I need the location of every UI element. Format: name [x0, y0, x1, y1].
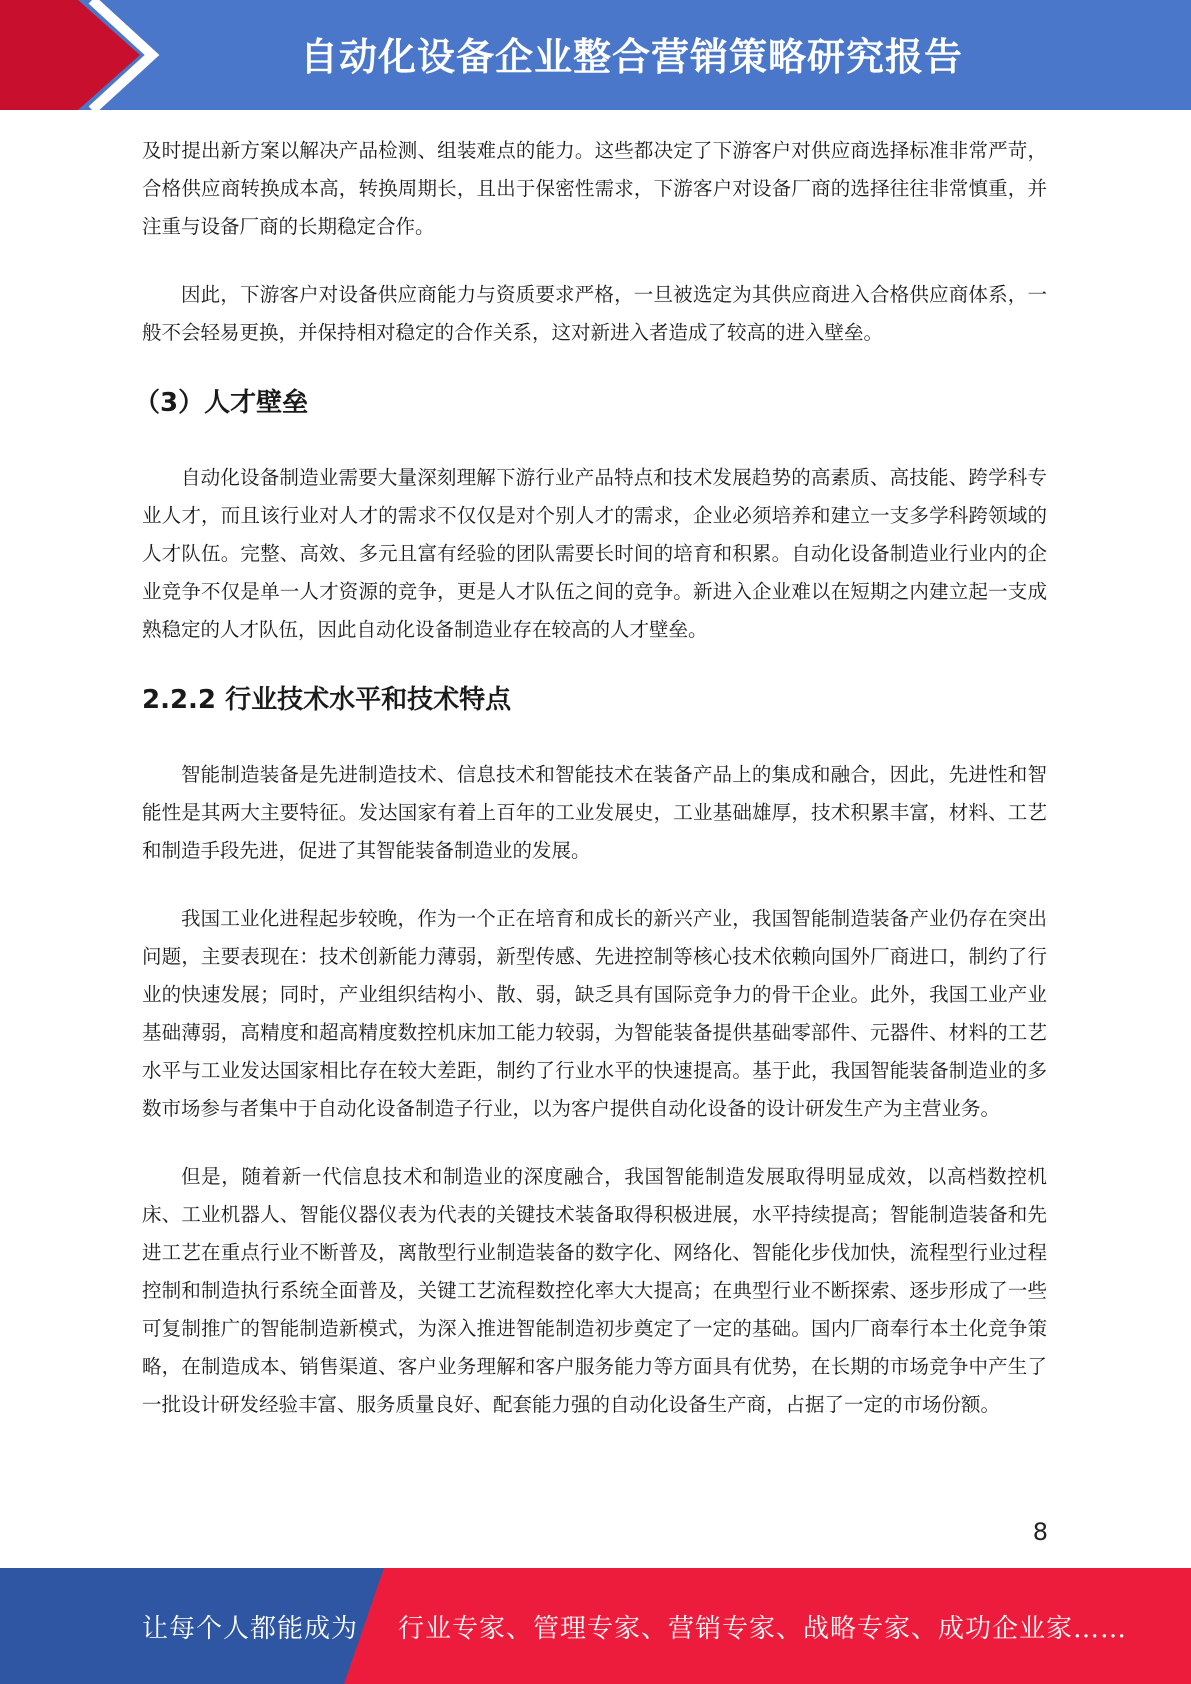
subheading-talent-barrier: （3）人才壁垒	[134, 388, 309, 418]
footer-slogan-left: 让每个人都能成为	[142, 1614, 359, 1644]
paragraph-6: 但是，随着新一代信息技术和制造业的深度融合，我国智能制造发展取得明显成效，以高档数控机床、工业机器人、智能仪器仪表为代表的关键技术装备取得积极进展，水平持续提高；智能制造装备和先进工艺在重点行业不断普及，离散型行业制造装备的数字化、网络化、智能化步伐加快，流程型行业过程控制和制造执行系统全面普及，关键工艺流程数控化率大大提高；在典型行业不断探索、逐步形成了一些可复制推广的智能制造新模式，为深入推进智能制造初步奠定了一定的基础。国内厂商奉行本土化竞争策略，在制造成本、销售渠道、客户业务理解和客户服务能力等方面具有优势，在长期的市场竞争中产生了一批设计研发经验丰富、服务质量良好、配套能力强的自动化设备生产商，占据了一定的市场份额。	[142, 1165, 1047, 1416]
page-footer	[0, 1568, 1191, 1684]
document-title: 自动化设备企业整合营销策略研究报告	[300, 35, 964, 79]
paragraph-2: 因此，下游客户对设备供应商能力与资质要求严格，一旦被选定为其供应商进入合格供应商体系，一般不会轻易更换，并保持相对稳定的合作关系，这对新进入者造成了较高的进入壁垒。	[142, 283, 1047, 344]
paragraph-4: 智能制造装备是先进制造技术、信息技术和智能技术在装备产品上的集成和融合，因此，先进性和智能性是其两大主要特征。发达国家有着上百年的工业发展史，工业基础雄厚，技术积累丰富，材料、工艺和制造手段先进，促进了其智能装备制造业的发展。	[142, 763, 1047, 862]
document-body	[134, 132, 1047, 1454]
section-heading-2-2-2: 2.2.2 行业技术水平和技术特点	[142, 685, 512, 715]
paragraph-1: 及时提出新方案以解决产品检测、组装难点的能力。这些都决定了下游客户对供应商选择标准非常严苛，合格供应商转换成本高，转换周期长，且出于保密性需求，下游客户对设备厂商的选择往往非常慎重，并注重与设备厂商的长期稳定合作。	[142, 139, 1047, 238]
footer-slogan-right: 行业专家、管理专家、营销专家、战略专家、成功企业家……	[398, 1614, 1128, 1644]
paragraph-5: 我国工业化进程起步较晚，作为一个正在培育和成长的新兴产业，我国智能制造装备产业仍存在突出问题，主要表现在：技术创新能力薄弱，新型传感、先进控制等核心技术依赖向国外厂商进口，制约了行业的快速发展；同时，产业组织结构小、散、弱，缺乏具有国际竞争力的骨干企业。此外，我国工业产业基础薄弱，高精度和超高精度数控机床加工能力较弱，为智能装备提供基础零部件、元器件、材料的工艺水平与工业发达国家相比存在较大差距，制约了行业水平的快速提高。基于此，我国智能装备制造业的多数市场参与者集中于自动化设备制造子行业，以为客户提供自动化设备的设计研发生产为主营业务。	[142, 907, 1047, 1120]
page-header	[0, 0, 1191, 110]
paragraph-3: 自动化设备制造业需要大量深刻理解下游行业产品特点和技术发展趋势的高素质、高技能、跨学科专业人才，而且该行业对人才的需求不仅仅是对个别人才的需求，企业必须培养和建立一支多学科跨领域的人才队伍。完整、高效、多元且富有经验的团队需要长时间的培育和积累。自动化设备制造业行业内的企业竞争不仅是单一人才资源的竞争，更是人才队伍之间的竞争。新进入企业难以在短期之内建立起一支成熟稳定的人才队伍，因此自动化设备制造业存在较高的人才壁垒。	[142, 466, 1047, 641]
page-number: 8	[1032, 1518, 1048, 1546]
